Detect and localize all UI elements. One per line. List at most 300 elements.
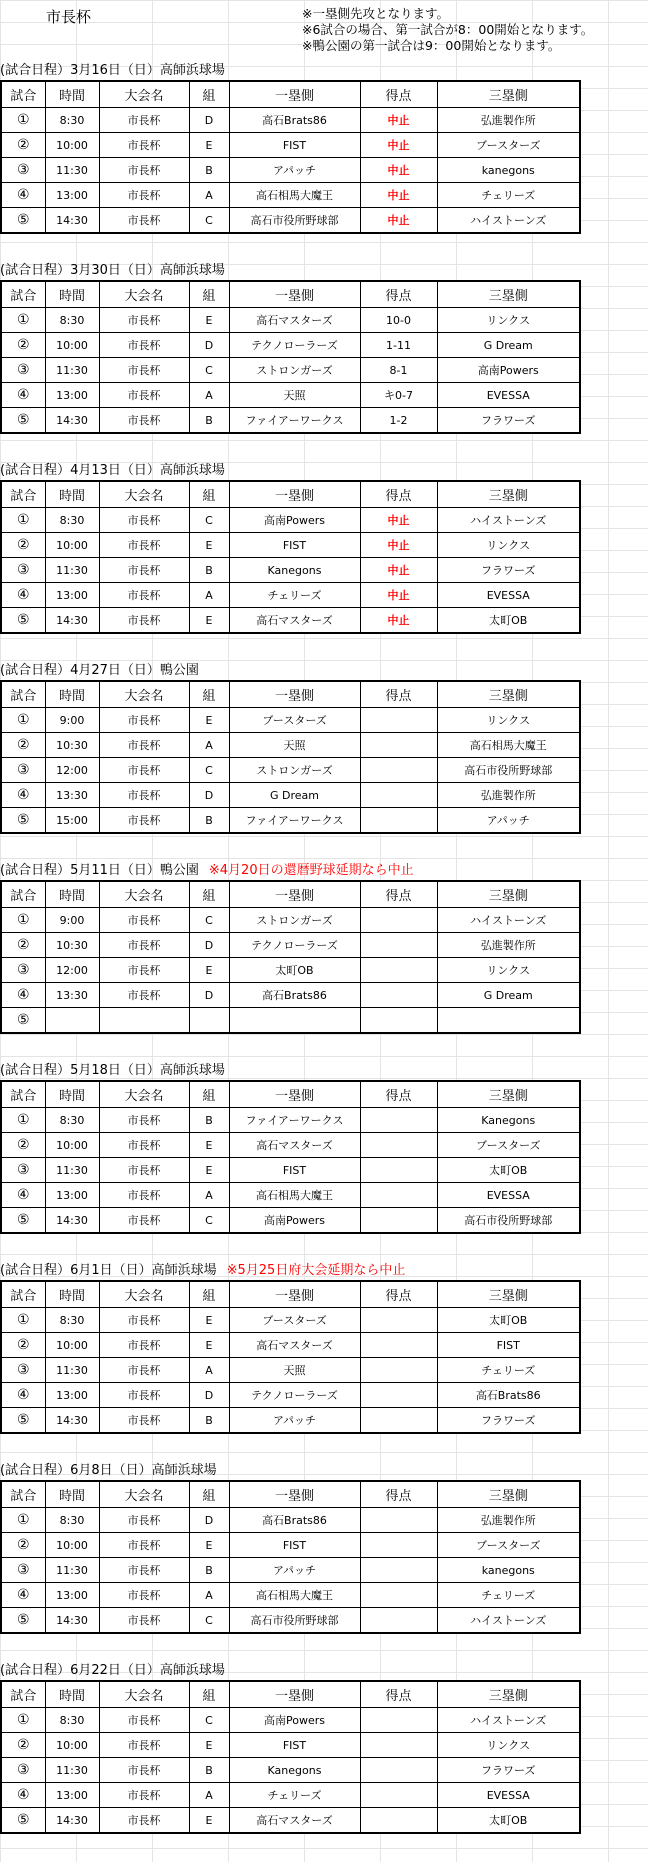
table-row	[1, 1508, 580, 1533]
cup-name: 市長杯	[99, 1558, 189, 1583]
table-row	[1, 783, 580, 808]
score	[360, 758, 437, 783]
game-no: ①	[1, 1508, 45, 1533]
group: C	[189, 758, 229, 783]
third-base-team: ハイストーンズ	[437, 1608, 580, 1634]
column-header: 三塁側	[437, 1281, 580, 1308]
column-header: 三塁側	[437, 481, 580, 508]
score	[360, 1808, 437, 1834]
cup-name: 市長杯	[99, 1408, 189, 1434]
score	[360, 708, 437, 733]
third-base-team: 高石市役所野球部	[437, 1208, 580, 1234]
table-row	[1, 583, 580, 608]
first-base-team: ブースターズ	[229, 1308, 360, 1333]
table-row	[1, 308, 580, 333]
game-time: 13:00	[45, 1383, 99, 1408]
game-time: 13:00	[45, 383, 99, 408]
schedule-section	[0, 262, 648, 462]
first-base-team: FIST	[229, 1533, 360, 1558]
game-no: ③	[1, 558, 45, 583]
first-base-team: FIST	[229, 533, 360, 558]
game-no: ⑤	[1, 1608, 45, 1634]
table-row	[1, 358, 580, 383]
score: 中止	[360, 208, 437, 234]
group: B	[189, 408, 229, 434]
first-base-team: 高石マスターズ	[229, 1333, 360, 1358]
cup-name: 市長杯	[99, 308, 189, 333]
score	[360, 1008, 437, 1034]
first-base-team: Kanegons	[229, 558, 360, 583]
cup-name: 市長杯	[99, 908, 189, 933]
group	[189, 1008, 229, 1034]
score	[360, 1208, 437, 1234]
first-base-team: ストロンガーズ	[229, 908, 360, 933]
column-header: 試合	[1, 1081, 45, 1108]
third-base-team: EVESSA	[437, 1183, 580, 1208]
game-time: 10:00	[45, 1533, 99, 1558]
section-date-venue: (試合日程）6月8日（日）高師浜球場	[0, 1463, 217, 1478]
score: 中止	[360, 508, 437, 533]
game-time: 11:30	[45, 358, 99, 383]
game-time: 13:00	[45, 183, 99, 208]
group: C	[189, 908, 229, 933]
table-row	[1, 958, 580, 983]
group: A	[189, 183, 229, 208]
third-base-team: ハイストーンズ	[437, 208, 580, 234]
postponement-warning: ※4月20日の還暦野球延期なら中止	[208, 863, 414, 878]
third-base-team: kanegons	[437, 158, 580, 183]
score	[360, 1183, 437, 1208]
column-header: 試合	[1, 481, 45, 508]
column-header: 大会名	[99, 481, 189, 508]
game-time: 11:30	[45, 158, 99, 183]
column-header: 三塁側	[437, 681, 580, 708]
first-base-team: テクノローラーズ	[229, 933, 360, 958]
third-base-team: 弘進製作所	[437, 1508, 580, 1533]
cup-name: 市長杯	[99, 1758, 189, 1783]
cup-name: 市長杯	[99, 1708, 189, 1733]
column-header: 三塁側	[437, 281, 580, 308]
column-header: 大会名	[99, 81, 189, 108]
game-no: ①	[1, 1308, 45, 1333]
column-header: 得点	[360, 481, 437, 508]
game-no: ②	[1, 1133, 45, 1158]
table-row	[1, 383, 580, 408]
column-header: 一塁側	[229, 481, 360, 508]
third-base-team: 弘進製作所	[437, 783, 580, 808]
table-row	[1, 1108, 580, 1133]
table-row	[1, 608, 580, 634]
game-time	[45, 1008, 99, 1034]
schedule-section	[0, 662, 648, 862]
score: 中止	[360, 108, 437, 133]
game-no: ①	[1, 1108, 45, 1133]
column-header: 時間	[45, 681, 99, 708]
cup-name: 市長杯	[99, 1358, 189, 1383]
group: D	[189, 983, 229, 1008]
score: 中止	[360, 583, 437, 608]
page-title: 市長杯	[46, 8, 92, 26]
column-header: 組	[189, 81, 229, 108]
score	[360, 783, 437, 808]
third-base-team: 太町OB	[437, 1308, 580, 1333]
table-row	[1, 1133, 580, 1158]
section-date-venue: (試合日程）4月13日（日）高師浜球場	[0, 463, 225, 478]
cup-name: 市長杯	[99, 1133, 189, 1158]
score: 中止	[360, 533, 437, 558]
section-date-venue: (試合日程）3月16日（日）高師浜球場	[0, 63, 225, 78]
game-no: ③	[1, 1558, 45, 1583]
third-base-team: リンクス	[437, 533, 580, 558]
group: A	[189, 1783, 229, 1808]
game-no: ①	[1, 708, 45, 733]
third-base-team	[437, 1008, 580, 1034]
table-row	[1, 933, 580, 958]
third-base-team: 高石相馬大魔王	[437, 733, 580, 758]
third-base-team: ブースターズ	[437, 133, 580, 158]
third-base-team: 太町OB	[437, 1808, 580, 1834]
third-base-team: 高石市役所野球部	[437, 758, 580, 783]
page-header	[0, 0, 648, 62]
score	[360, 1783, 437, 1808]
score	[360, 1408, 437, 1434]
first-base-team: 高石マスターズ	[229, 1808, 360, 1834]
game-no: ④	[1, 1783, 45, 1808]
table-row	[1, 1758, 580, 1783]
cup-name: 市長杯	[99, 1583, 189, 1608]
column-header: 試合	[1, 281, 45, 308]
table-row	[1, 533, 580, 558]
group: D	[189, 1383, 229, 1408]
notes-block	[302, 6, 593, 54]
table-row	[1, 1158, 580, 1183]
group: C	[189, 1608, 229, 1634]
game-no: ①	[1, 908, 45, 933]
first-base-team: ブースターズ	[229, 708, 360, 733]
section-heading	[0, 1062, 225, 1080]
game-time: 11:30	[45, 1358, 99, 1383]
first-base-team: FIST	[229, 1733, 360, 1758]
game-no: ⑤	[1, 1408, 45, 1434]
column-header: 時間	[45, 281, 99, 308]
game-time: 8:30	[45, 1308, 99, 1333]
section-date-venue: (試合日程）5月11日（日）鴨公園	[0, 863, 199, 878]
games-table	[0, 1280, 581, 1434]
game-no: ⑤	[1, 1008, 45, 1034]
table-row	[1, 1783, 580, 1808]
group: E	[189, 533, 229, 558]
schedule-section	[0, 1662, 648, 1862]
cup-name: 市長杯	[99, 1183, 189, 1208]
third-base-team: フラワーズ	[437, 1408, 580, 1434]
score	[360, 958, 437, 983]
table-header-row	[1, 1481, 580, 1508]
group: D	[189, 783, 229, 808]
score: 中止	[360, 133, 437, 158]
schedule-section	[0, 1062, 648, 1262]
section-heading	[0, 1262, 405, 1280]
group: B	[189, 1558, 229, 1583]
group: E	[189, 308, 229, 333]
column-header: 一塁側	[229, 1281, 360, 1308]
group: B	[189, 1108, 229, 1133]
column-header: 時間	[45, 1081, 99, 1108]
games-table	[0, 1680, 581, 1834]
score	[360, 1608, 437, 1634]
group: A	[189, 1358, 229, 1383]
cup-name: 市長杯	[99, 558, 189, 583]
group: C	[189, 508, 229, 533]
first-base-team: 天照	[229, 1358, 360, 1383]
game-time: 8:30	[45, 508, 99, 533]
game-no: ④	[1, 183, 45, 208]
column-header: 試合	[1, 1281, 45, 1308]
group: E	[189, 1533, 229, 1558]
game-no: ④	[1, 1183, 45, 1208]
schedule-section	[0, 462, 648, 662]
third-base-team: ブースターズ	[437, 1133, 580, 1158]
table-row	[1, 183, 580, 208]
cup-name	[99, 1008, 189, 1034]
game-time: 11:30	[45, 1158, 99, 1183]
game-no: ⑤	[1, 608, 45, 634]
cup-name: 市長杯	[99, 733, 189, 758]
table-row	[1, 1308, 580, 1333]
game-no: ④	[1, 783, 45, 808]
game-no: ④	[1, 383, 45, 408]
table-header-row	[1, 681, 580, 708]
note-line: ※一塁側先攻となります。	[302, 6, 449, 21]
score	[360, 1533, 437, 1558]
column-header: 一塁側	[229, 881, 360, 908]
first-base-team: 天照	[229, 733, 360, 758]
schedule-section	[0, 62, 648, 262]
first-base-team: FIST	[229, 1158, 360, 1183]
third-base-team: EVESSA	[437, 383, 580, 408]
third-base-team: FIST	[437, 1333, 580, 1358]
third-base-team: リンクス	[437, 708, 580, 733]
cup-name: 市長杯	[99, 383, 189, 408]
games-table	[0, 480, 581, 634]
game-no: ⑤	[1, 1808, 45, 1834]
third-base-team: チェリーズ	[437, 1358, 580, 1383]
cup-name: 市長杯	[99, 1783, 189, 1808]
score	[360, 1708, 437, 1733]
game-time: 14:30	[45, 608, 99, 634]
score	[360, 1133, 437, 1158]
group: A	[189, 1583, 229, 1608]
game-no: ③	[1, 158, 45, 183]
cup-name: 市長杯	[99, 508, 189, 533]
column-header: 組	[189, 281, 229, 308]
game-no: ③	[1, 1358, 45, 1383]
game-no: ①	[1, 108, 45, 133]
group: E	[189, 1133, 229, 1158]
section-heading	[0, 1662, 225, 1680]
table-row	[1, 158, 580, 183]
games-table	[0, 280, 581, 434]
games-table	[0, 1080, 581, 1234]
third-base-team: EVESSA	[437, 583, 580, 608]
cup-name: 市長杯	[99, 1383, 189, 1408]
group: C	[189, 208, 229, 234]
column-header: 得点	[360, 1681, 437, 1708]
cup-name: 市長杯	[99, 933, 189, 958]
game-no: ④	[1, 983, 45, 1008]
table-header-row	[1, 281, 580, 308]
cup-name: 市長杯	[99, 958, 189, 983]
game-no: ②	[1, 533, 45, 558]
game-time: 8:30	[45, 1108, 99, 1133]
score	[360, 933, 437, 958]
column-header: 時間	[45, 481, 99, 508]
score	[360, 1508, 437, 1533]
column-header: 試合	[1, 1481, 45, 1508]
game-no: ⑤	[1, 1208, 45, 1234]
table-row	[1, 1808, 580, 1834]
score	[360, 1758, 437, 1783]
score	[360, 1733, 437, 1758]
game-time: 13:00	[45, 1183, 99, 1208]
group: C	[189, 1208, 229, 1234]
group: B	[189, 558, 229, 583]
table-row	[1, 1583, 580, 1608]
first-base-team: 高南Powers	[229, 508, 360, 533]
cup-name: 市長杯	[99, 1808, 189, 1834]
score: 1-2	[360, 408, 437, 434]
cup-name: 市長杯	[99, 808, 189, 834]
cup-name: 市長杯	[99, 133, 189, 158]
third-base-team: ハイストーンズ	[437, 1708, 580, 1733]
section-date-venue: (試合日程）3月30日（日）高師浜球場	[0, 263, 225, 278]
first-base-team: 高石Brats86	[229, 1508, 360, 1533]
game-no: ④	[1, 1383, 45, 1408]
table-row	[1, 558, 580, 583]
first-base-team: チェリーズ	[229, 583, 360, 608]
game-time: 13:30	[45, 983, 99, 1008]
cup-name: 市長杯	[99, 1158, 189, 1183]
column-header: 試合	[1, 1681, 45, 1708]
game-time: 8:30	[45, 108, 99, 133]
score	[360, 1358, 437, 1383]
game-time: 8:30	[45, 308, 99, 333]
cup-name: 市長杯	[99, 708, 189, 733]
column-header: 組	[189, 1081, 229, 1108]
cup-name: 市長杯	[99, 1533, 189, 1558]
note-line: ※6試合の場合、第一試合が8：00開始となります。	[302, 22, 594, 37]
third-base-team: 弘進製作所	[437, 108, 580, 133]
third-base-team: kanegons	[437, 1558, 580, 1583]
column-header: 得点	[360, 1481, 437, 1508]
column-header: 得点	[360, 281, 437, 308]
table-row	[1, 733, 580, 758]
column-header: 大会名	[99, 1481, 189, 1508]
first-base-team: 太町OB	[229, 958, 360, 983]
game-time: 8:30	[45, 1508, 99, 1533]
game-no: ④	[1, 1583, 45, 1608]
column-header: 一塁側	[229, 681, 360, 708]
game-time: 14:30	[45, 408, 99, 434]
game-time: 10:00	[45, 133, 99, 158]
first-base-team: チェリーズ	[229, 1783, 360, 1808]
first-base-team: 高石市役所野球部	[229, 208, 360, 234]
game-time: 13:00	[45, 583, 99, 608]
first-base-team: FIST	[229, 133, 360, 158]
third-base-team: フラワーズ	[437, 558, 580, 583]
table-row	[1, 108, 580, 133]
score	[360, 1558, 437, 1583]
score	[360, 1308, 437, 1333]
group: E	[189, 1333, 229, 1358]
table-row	[1, 1608, 580, 1634]
table-row	[1, 758, 580, 783]
first-base-team: 高石Brats86	[229, 108, 360, 133]
cup-name: 市長杯	[99, 183, 189, 208]
group: E	[189, 958, 229, 983]
column-header: 一塁側	[229, 1681, 360, 1708]
column-header: 大会名	[99, 1081, 189, 1108]
game-time: 10:00	[45, 1733, 99, 1758]
first-base-team: アパッチ	[229, 1408, 360, 1434]
first-base-team: 高石相馬大魔王	[229, 1183, 360, 1208]
first-base-team: アパッチ	[229, 158, 360, 183]
cup-name: 市長杯	[99, 1333, 189, 1358]
game-time: 9:00	[45, 908, 99, 933]
table-row	[1, 333, 580, 358]
third-base-team: 高石Brats86	[437, 1383, 580, 1408]
first-base-team: 天照	[229, 383, 360, 408]
games-table	[0, 880, 581, 1034]
section-date-venue: (試合日程）6月22日（日）高師浜球場	[0, 1663, 225, 1678]
game-no: ②	[1, 133, 45, 158]
first-base-team: ファイアーワークス	[229, 1108, 360, 1133]
score: 10-0	[360, 308, 437, 333]
first-base-team: ストロンガーズ	[229, 758, 360, 783]
game-no: ②	[1, 333, 45, 358]
game-time: 11:30	[45, 1758, 99, 1783]
column-header: 一塁側	[229, 81, 360, 108]
postponement-warning: ※5月25日府大会延期なら中止	[226, 1263, 406, 1278]
cup-name: 市長杯	[99, 158, 189, 183]
cup-name: 市長杯	[99, 1608, 189, 1634]
third-base-team: 太町OB	[437, 608, 580, 634]
column-header: 大会名	[99, 881, 189, 908]
game-time: 15:00	[45, 808, 99, 834]
first-base-team: 高南Powers	[229, 1708, 360, 1733]
game-time: 11:30	[45, 1558, 99, 1583]
game-time: 10:00	[45, 1133, 99, 1158]
table-row	[1, 508, 580, 533]
column-header: 大会名	[99, 1281, 189, 1308]
column-header: 大会名	[99, 681, 189, 708]
third-base-team: アパッチ	[437, 808, 580, 834]
game-time: 14:30	[45, 1808, 99, 1834]
table-row	[1, 1008, 580, 1034]
group: D	[189, 933, 229, 958]
section-heading	[0, 862, 414, 880]
score	[360, 983, 437, 1008]
score: キ0-7	[360, 383, 437, 408]
column-header: 時間	[45, 81, 99, 108]
first-base-team: 高石マスターズ	[229, 1133, 360, 1158]
table-row	[1, 1533, 580, 1558]
table-row	[1, 1183, 580, 1208]
column-header: 時間	[45, 1681, 99, 1708]
column-header: 時間	[45, 1281, 99, 1308]
game-no: ⑤	[1, 408, 45, 434]
cup-name: 市長杯	[99, 358, 189, 383]
game-no: ③	[1, 358, 45, 383]
